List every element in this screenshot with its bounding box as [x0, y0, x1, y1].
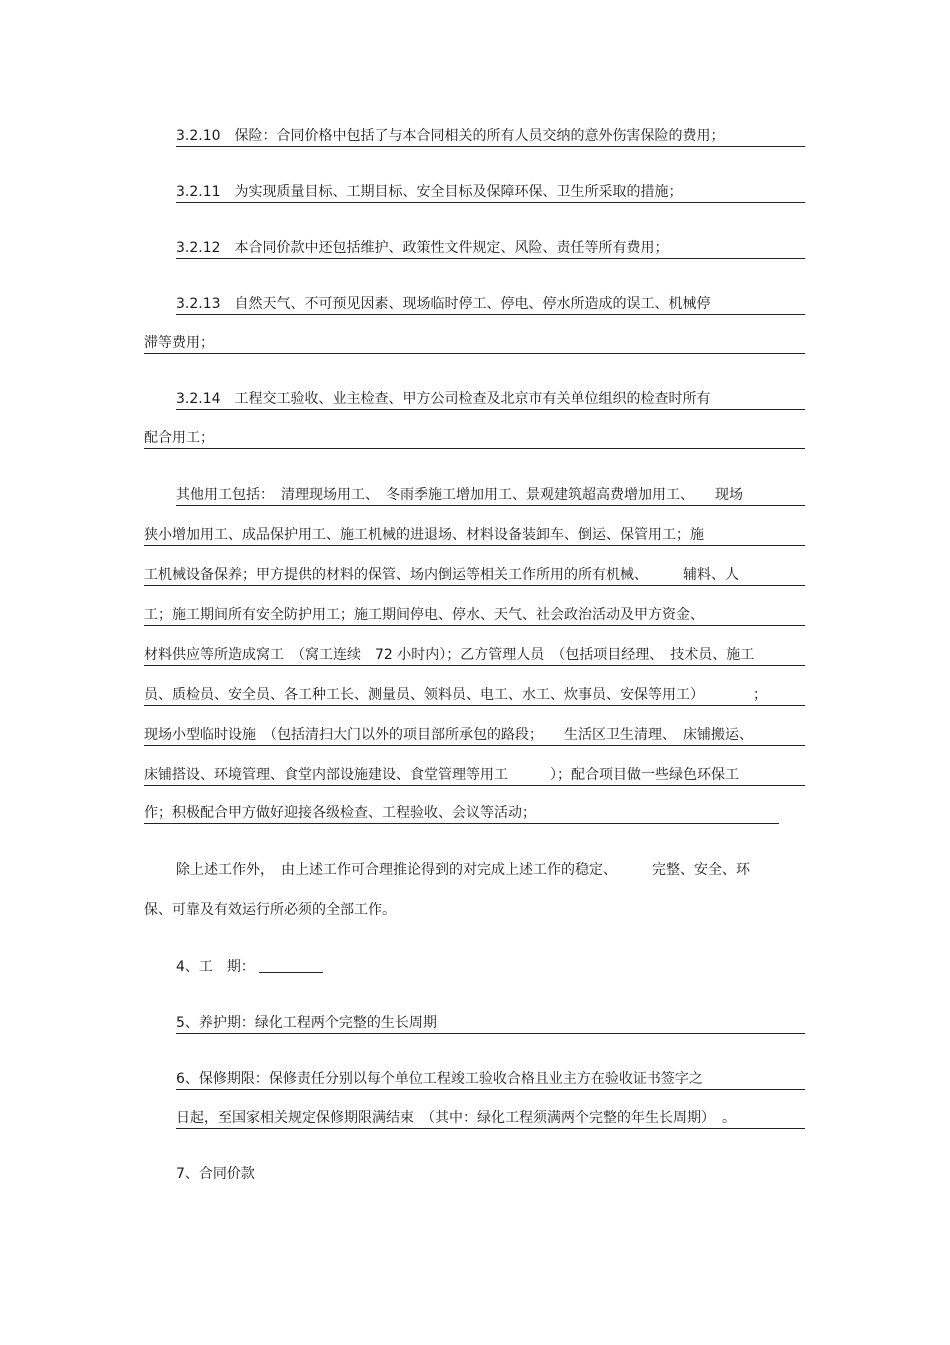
other-work-line-4: 工；施工期间所有安全防护用工；施工期间停电、停水、天气、社会政治活动及甲方资金、	[144, 605, 805, 626]
s3213-line1: 3.2.13 自然天气、不可预见因素、现场临时停工、停电、停水所造成的误工、机械停	[176, 294, 805, 315]
clause-4-term	[176, 957, 323, 977]
other-work-line-5: 材料供应等所造成窝工 （窝工连续 72 小时内）；乙方管理人员 （包括项目经理、 技术员、施工	[144, 645, 805, 666]
other-work-line-1: 其他用工包括： 清理现场用工、 冬雨季施工增加用工、景观建筑超高费增加用工、 现场	[176, 485, 805, 506]
summary-line-2: 保、可靠及有效运行所必须的全部工作。	[144, 902, 396, 918]
other-work-line-9: 作；积极配合甲方做好迎接各级检查、工程验收、会议等活动；	[144, 803, 779, 824]
summary-line-1: 除上述工作外， 由上述工作可合理推论得到的对完成上述工作的稳定、 完整、安全、环	[176, 862, 750, 878]
s3210: 3.2.10 保险：合同价格中包括了与本合同相关的所有人员交纳的意外伤害保险的费用；	[176, 126, 805, 147]
s3211: 3.2.11 为实现质量目标、工期目标、安全目标及保障环保、卫生所采取的措施；	[176, 182, 805, 203]
clause-7-price: 7、合同价款	[176, 1166, 255, 1182]
clause-6-line2: 日起，至国家相关规定保修期限满结束 （其中：绿化工程须满两个完整的年生长周期） 。	[176, 1108, 805, 1129]
clause-5-maintenance: 5、养护期：绿化工程两个完整的生长周期	[176, 1013, 805, 1034]
other-work-line-6: 员、质检员、安全员、各工种工长、测量员、领料员、电工、水工、炊事员、安保等用工） ；	[144, 685, 805, 706]
other-work-line-3: 工机械设备保养；甲方提供的材料的保管、场内倒运等相关工作所用的所有机械、 辅料、人	[144, 565, 805, 586]
term-blank	[259, 958, 323, 973]
other-work-line-7: 现场小型临时设施 （包括清扫大门以外的项目部所承包的路段； 生活区卫生清理、 床铺搬运、	[144, 725, 805, 746]
s3213-line2: 滞等费用；	[144, 333, 805, 354]
other-work-line-2: 狭小增加用工、成品保护用工、施工机械的进退场、材料设备装卸车、倒运、保管用工；施	[144, 525, 805, 546]
s3212: 3.2.12 本合同价款中还包括维护、政策性文件规定、风险、责任等所有费用；	[176, 238, 805, 259]
other-work-line-8: 床铺搭设、环境管理、食堂内部设施建设、食堂管理等用工 ）；配合项目做一些绿色环保工	[144, 765, 805, 786]
clause-6-line1: 6、保修期限：保修责任分别以每个单位工程竣工验收合格且业主方在验收证书签字之	[176, 1069, 805, 1090]
s3214-line1: 3.2.14 工程交工验收、业主检查、甲方公司检查及北京市有关单位组织的检查时所有	[176, 389, 805, 410]
clause-4-label: 4、工 期：	[176, 959, 255, 975]
s3214-line2: 配合用工；	[144, 428, 805, 449]
